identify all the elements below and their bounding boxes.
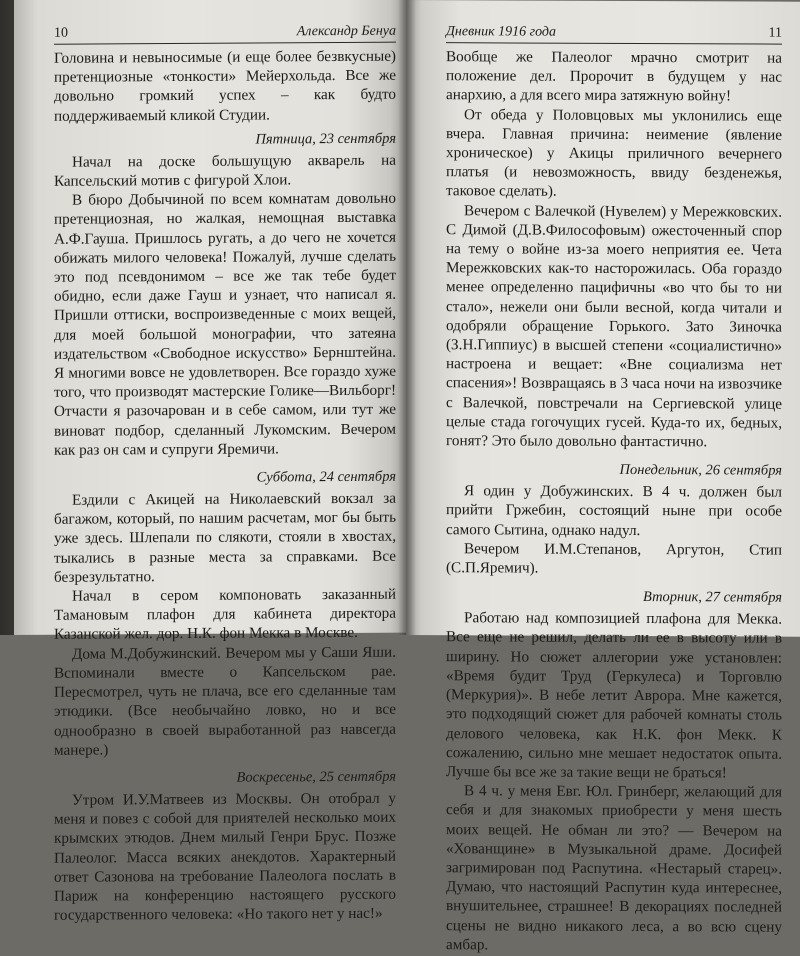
paragraph: Утром И.У.Матвеев из Москвы. Он отобрал у меня и повез с собой для приятелей несколько моих крымских этюдов. Днем милый Генри Брус. Позже Палеолог. Масса всяких анекдотов. Характерный ответ Сазонова на требование Палеолога послать в Париж на конференцию настоящего русского государственного человека: «Но такого нет у нас!» — [54, 789, 396, 924]
right-page — [406, 0, 800, 954]
entry-date-heading: Вторник, 27 сентября — [643, 589, 782, 606]
paragraph: Ездили с Акицей на Николаевский вокзал за багажом, который, по нашим расчетам, мог бы быть уже здесь. Шлепали по слякоти, стояли в хвостах, тыкались в разные места за справками. Все безрезультатно. — [54, 489, 396, 586]
paragraph: Дома М.Добужинский. Вечером мы у Саши Яши. Вспоминали вместе о Капсельском рае. Пересмотрел, чуть не плача, все его сделанные там этюдики. (Все необычайно ловко, но и все однообразно в своей выработанной раз навсегда манере.) — [54, 643, 396, 759]
right-running-head: Дневник 1916 года — [446, 24, 556, 40]
right-page-text — [446, 47, 782, 955]
entry-date-heading: Пятница, 23 сентября — [255, 130, 396, 148]
paragraph: Вообще же Палеолог мрачно смотрит на положение дел. Пророчит в будущем у нас анархию, а для всего мира затяжную войну! — [446, 48, 782, 105]
entry-date-heading: Понедельник, 26 сентября — [619, 462, 782, 479]
paragraph: Работаю над композицией плафона для Мекка. Все еще не решил, делать ли ее в высоту или в ширину. Но сюжет аллегории уже установлен: «Время будит Труд (Геркулеса) и Торговлю (Меркурия)». В небе летит Аврора. Мне кажется, это подходящий сюжет для рабочей комнаты столь делового человека, как Н.К. фон Мекк. К сожалению, сильно мне мешает недостаток опыта. Лучше бы все же за такие вещи не браться! — [446, 609, 782, 782]
paragraph: Головина и невыносимые (и еще более безвкусные) претенциозные «тонкости» Мейерхольда. Все же довольно громкий успех – как будто поддерживаемый кликой Студии. — [54, 47, 396, 125]
paragraph: Вечером с Валечкой (Нувелем) у Мережковских. С Димой (Д.В.Философовым) ожесточенный спор на тему о войне из-за моего неприятия ее. Чета Мережковских как-то насторожилась. Оба гораздо менее определенно пацифичны «во что бы то ни стало», нежели они были весной, когда читали и одобряли обращение Горького. Зато Зиночка (З.Н.Гиппиус) в высшей степени «социалистично» настроена и вещает: «Вне социализма нет спасения»! Возвращаясь в 3 часа ночи на извозчике с Валечкой, повстречали на Сергиевской улице целые стада гогочущих гусей. Куда-то их, бедных, гонят? Это было довольно фантастично. — [446, 201, 782, 451]
paragraph: В 4 ч. у меня Евг. Юл. Гринберг, желающий для себя и для знакомых приобрести у меня шесть моих вещей. Не обман ли это? — Вечером на «Хованщине» в Музыкальной драме. Досифей загримирован под Распутина. «Нестарый старец». Думаю, что настоящий Распутин куда интереснее, внушительнее, страшнее! В декорациях последней сцены не видно никакого леса, а во всю сцену амбар. — [446, 782, 782, 954]
paragraph: Я один у Добужинских. В 4 ч. должен был прийти Гржебин, состоящий ныне при особе самого Сытина, однако надул. — [446, 482, 782, 539]
paragraph: Начал на доске большущую акварель на Капсельский мотив с фигурой Хлои. — [54, 151, 396, 190]
entry-date-heading: Суббота, 24 сентября — [256, 468, 396, 486]
entry-date-heading: Воскресенье, 25 сентября — [236, 768, 396, 786]
left-page-number: 10 — [54, 25, 68, 41]
paragraph: От обеда у Половцовых мы уклонились еще вчера. Главная причина: неимение (явление хроническое) у Акицы приличного вечернего платья (и невозможность, ввиду безденежья, таковое сделать). — [446, 105, 782, 201]
left-running-head: Александр Бенуа — [296, 23, 396, 40]
left-page-text — [54, 47, 396, 925]
left-page — [14, 0, 406, 924]
paragraph: Вечером И.М.Степанов, Аргутон, Стип (С.П.Яремич). — [446, 540, 782, 577]
right-page-header — [446, 24, 782, 44]
right-page-number: 11 — [768, 25, 782, 41]
paragraph: Начал в сером компоновать заказанный Тамановым плафон для кабинета директора Казанской жел. дор. Н.К. фон Мекка в Москве. — [54, 585, 396, 644]
left-page-header — [54, 24, 396, 45]
paragraph: В бюро Добычиной по всем комнатам довольно претенциозная, но жалкая, немощная выставка А.Ф.Гауша. Пришлось ругать, а до чего не хочется обижать милого человека! Пожалуй, лучше сделать это под псевдонимом – все же так тебе будет обидно, если даже Гауш и узнает, что написал я. Пришли оттиски, воспроизведенные с моих вещей, для моей большой монографии, что затеяна издательством «Свободное искусство» Бернштейна. Я многими вовсе не удовлетворен. Все гораздо хуже того, что производят мастерские Голике—Вильборг! Отчасти я разочарован и в себе самом, или тут же виноват подбор, сделанный Лукомским. Вечером как раз он сам и супруги Яремичи. — [54, 189, 396, 459]
